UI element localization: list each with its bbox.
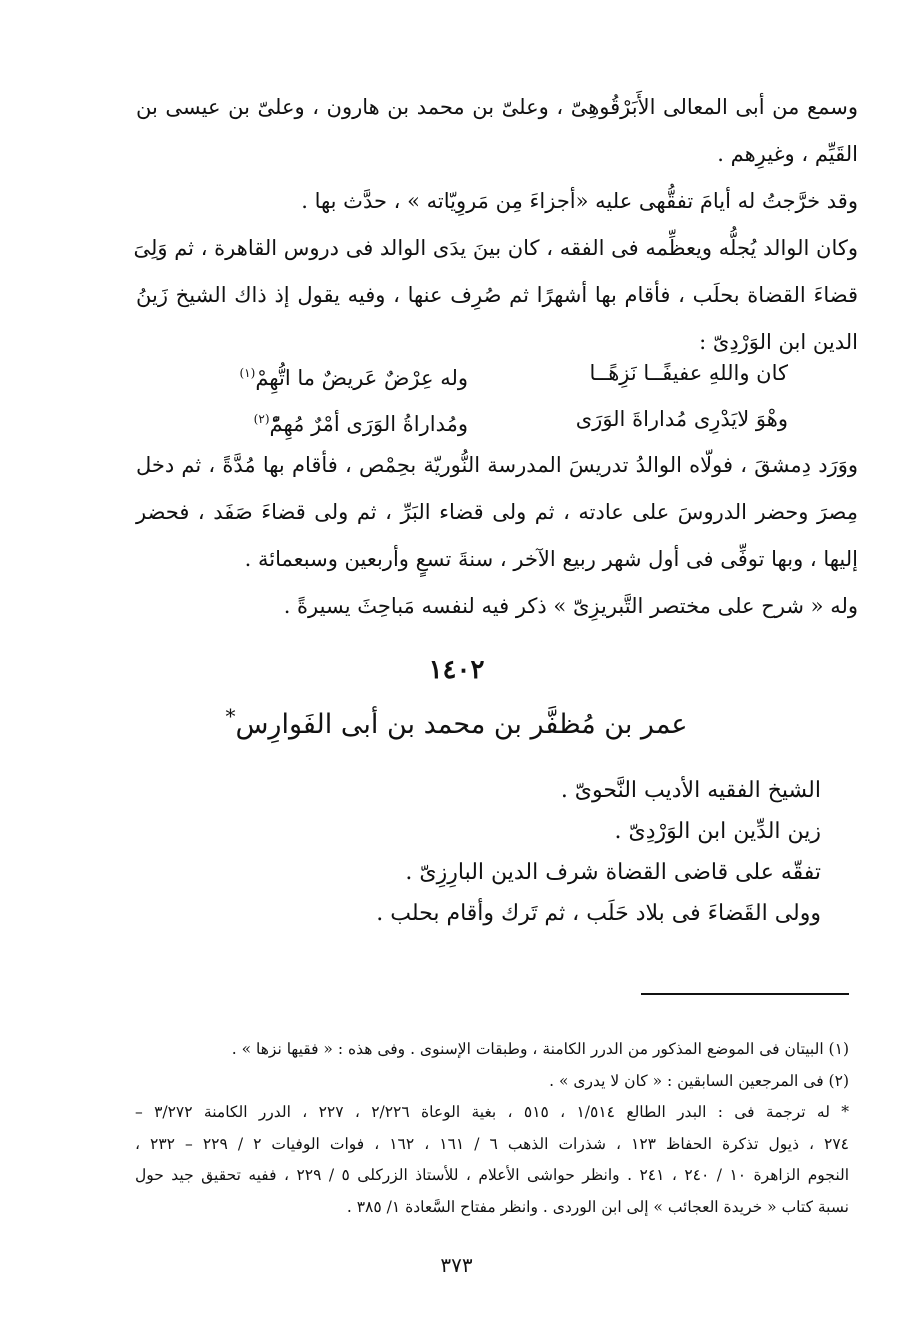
footnote: * له ترجمة فى : البدر الطالع ١/٥١٤ ، ٥١٥ ، بغية الوعاة ٢/٢٢٦ ، ٢٢٧ ، الدرر الكامنة ٣/٢٧٢ – [135,1103,849,1121]
verse-2 [136,396,858,442]
footnote: ٢٧٤ ، ذيول تذكرة الحفاظ ١٢٣ ، شذرات الذهب ٦ / ١٦١ ، ١٦٢ ، فوات الوفيات ٢ / ٢٢٩ – ٢٣٢ ، [135,1134,849,1153]
text-line: إليها ، وبها توفِّى فى أول شهر ربيع الآخر ، سنةَ تسعٍ وأربعين وسبعمائة . [244,547,858,571]
entry-body [200,770,821,934]
entry-line: وولى القَضاءَ فى بلاد حَلَب ، ثم تَرك وأقام بحلب . [376,901,821,926]
text-line: القَيِّم ، وغيرِهم . [717,142,858,166]
verse-2-first-hemistich: وهْوَ لايَدْرِى مُداراةَ الوَرَى [575,407,788,431]
verse-1 [136,350,858,396]
verse-1-second-hemistich [239,350,468,401]
entry-line: زين الدِّين ابن الوَرْدِىّ . [614,819,821,844]
entry-line: الشيخ الفقيه الأديب النَّحوىّ . [560,778,821,803]
entry-number: ١٤٠٢ [428,655,485,685]
footnote-ref-1: (١) [239,366,256,380]
entry-title-mark: * [225,704,236,728]
footnotes [135,1034,849,1223]
footnote: النجوم الزاهرة ١٠ / ٢٤٠ ، ٢٤١ . وانظر حواشى الأعلام ، للأستاذ الزركلى ٥ / ٢٢٩ ، ففيه تحقيق جيد حول [135,1166,850,1184]
text-line: مِصرَ وحضر الدروسَ على عادته ، ثم ولى قضاء البَرِّ ، ثم ولى قضاءَ صَفَد ، فحضر [136,500,858,524]
text-line: وكان الوالد يُجلُّه ويعظِّمه فى الفقه ، كان بينَ يدَى الوالد فى دروس القاهرة ، ثم وَلِىَ [133,236,858,260]
entry-title-text: عمر بن مُظفَّر بن محمد بن أبى الفَوارِس [235,709,688,740]
footnote: نسبة كتاب « خريدة العجائب » إلى ابن الوردى . وانظر مفتاح السَّعادة ١/ ٣٨٥ . [346,1197,849,1216]
text-line: قضاءَ القضاة بحلَب ، فأقام بها أشهرًا ثم صُرِف عنها ، وفيه يقول إذ ذاك الشيخ زَينُ [136,283,858,307]
text-line: ووَرَد دِمشقَ ، فولّاه الوالدُ تدريسَ المدرسة النُّوريّة بحِمْص ، فأقام بها مُدَّةً ، ثم دخل [136,453,858,477]
verse-2-second-text: ومُداراةُ الوَرَى أمْرٌ مُهِمّْ [269,412,468,436]
paragraph-1 [133,84,858,366]
footnote-divider [641,993,849,995]
text-line: وله « شرح على مختصر التَّبريزِىّ » ذكر فيه لنفسه مَباحِثَ يسيرةً . [283,594,858,618]
verse-1-second-text: وله عِرْضٌ عَريضٌ ما اتُّهِمْ [255,366,468,390]
text-line: الدين ابن الوَرْدِىّ : [699,330,858,354]
text-line: وقد خرَّجتُ له أيامَ تفقُّهى عليه «أجزاءَ مِن مَروِيّاته » ، حدَّث بها . [301,189,858,213]
entry-line: تفقّه على قاضى القضاة شرف الدين البارِزِىّ . [405,860,821,885]
footnote-ref-2: (٢) [253,412,270,426]
paragraph-2 [136,442,858,630]
footnote: (٢) فى المرجعين السابقين : « كان لا يدرى » . [549,1071,849,1090]
text-line: وسمع من أبى المعالى الأَبَرْقُوهِىّ ، وعلىّ بن محمد بن هارون ، وعلىّ بن عيسى بن [136,95,858,119]
entry-title [0,692,913,749]
verse-1-first-hemistich: كان واللهِ عفيفًــا نَزِهًــا [589,361,788,385]
page-number: ٣٧٣ [440,1253,473,1277]
footnote: (١) البيتان فى الموضع المذكور من الدرر الكامنة ، وطبقات الإسنوى . وفى هذه : « فقيها نزها » . [231,1040,849,1058]
verse-2-second-hemistich [254,396,468,447]
